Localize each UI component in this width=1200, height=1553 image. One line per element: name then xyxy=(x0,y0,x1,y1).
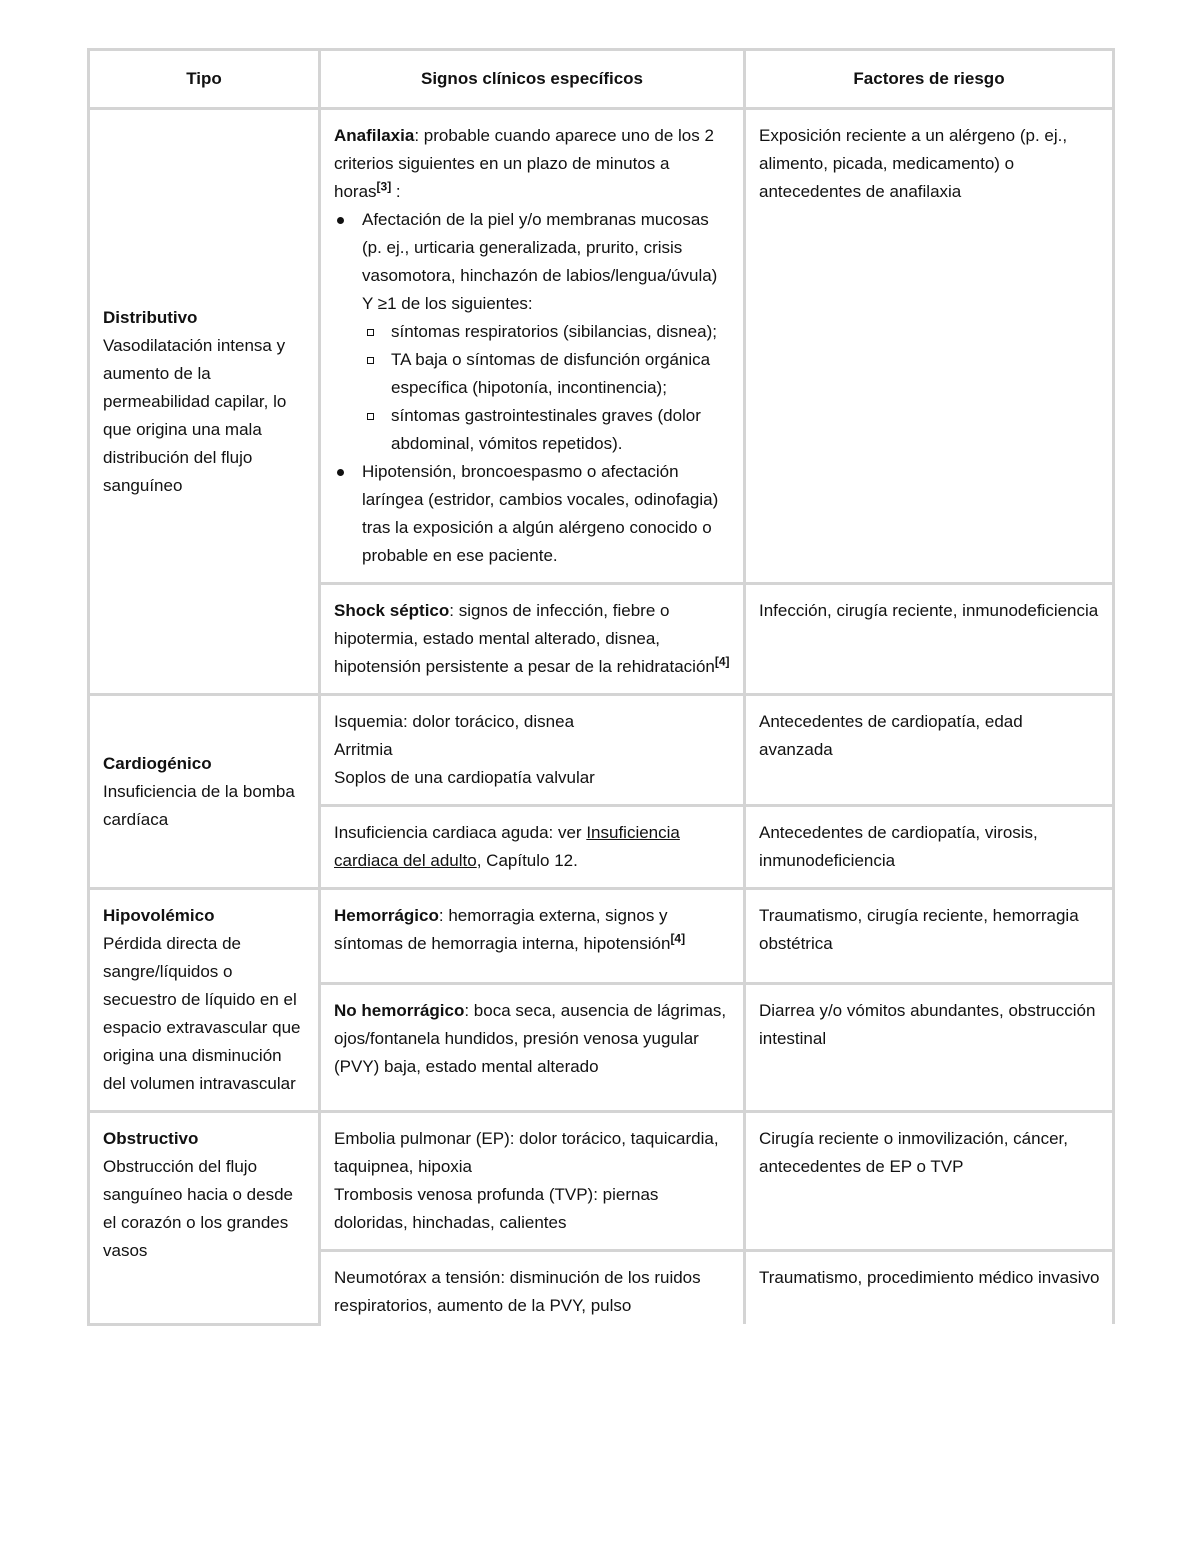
signos-cell-hemorragico xyxy=(320,889,745,984)
hemorragico-title: Hemorrágico xyxy=(334,906,439,925)
ic-aguda-text: Insuficiencia cardiaca aguda: ver xyxy=(334,823,587,842)
tipo-title: Distributivo xyxy=(103,307,198,327)
table-row xyxy=(89,889,1114,984)
anafilaxia-intro xyxy=(334,122,731,206)
signos-cell-cardiogenico-1 xyxy=(320,695,745,806)
signo-line: Embolia pulmonar (EP): dolor torácico, taquicardia, taquipnea, hipoxia xyxy=(334,1129,719,1176)
sub-criteria-list xyxy=(362,318,731,458)
table-row xyxy=(89,1112,1114,1251)
ic-aguda-text-end: , Capítulo 12. xyxy=(476,851,578,870)
no-hemorragico-title: No hemorrágico xyxy=(334,1001,465,1021)
signo-line: Arritmia xyxy=(334,740,393,759)
signos-cell-anafilaxia xyxy=(320,109,745,584)
riesgo-cell-obstructivo-1: Cirugía reciente o inmovilización, cáncer, antecedentes de EP o TVP xyxy=(745,1112,1114,1251)
tipo-title: Cardiogénico xyxy=(103,753,212,773)
list-item xyxy=(362,206,731,458)
signos-cell-cardiogenico-2 xyxy=(320,806,745,889)
reference-marker[interactable]: [4] xyxy=(670,931,686,946)
anafilaxia-intro-end: : xyxy=(391,182,401,201)
riesgo-cell-hemorragico: Traumatismo, cirugía reciente, hemorragia obstétrica xyxy=(745,889,1114,984)
anafilaxia-intro-text: : probable cuando aparece uno de los 2 criterios siguientes en un plazo de minutos a horas xyxy=(334,126,714,201)
shock-types-table xyxy=(87,48,1115,1326)
riesgo-cell-cardiogenico-1: Antecedentes de cardiopatía, edad avanzada xyxy=(745,695,1114,806)
header-tipo: Tipo xyxy=(89,50,320,109)
signo-line: Soplos de una cardiopatía valvular xyxy=(334,768,595,787)
tipo-description: Insuficiencia de la bomba cardíaca xyxy=(103,781,295,829)
reference-marker[interactable]: [4] xyxy=(714,654,730,669)
signos-cell-obstructivo-1 xyxy=(320,1112,745,1251)
list-item: síntomas gastrointestinales graves (dolor abdominal, vómitos repetidos). xyxy=(391,402,731,458)
table-row xyxy=(89,109,1114,584)
signos-cell-no-hemorragico xyxy=(320,984,745,1112)
signo-line: Trombosis venosa profunda (TVP): piernas doloridas, hinchadas, calientes xyxy=(334,1185,659,1232)
riesgo-cell-septico: Infección, cirugía reciente, inmunodeficiencia xyxy=(745,584,1114,695)
list-item: síntomas respiratorios (sibilancias, disnea); xyxy=(391,318,731,346)
anafilaxia-title: Anafilaxia xyxy=(334,126,415,145)
header-signos: Signos clínicos específicos xyxy=(320,50,745,109)
tipo-cell-distributivo xyxy=(89,109,320,695)
tipo-description: Obstrucción del flujo sanguíneo hacia o desde el corazón o los grandes vasos xyxy=(103,1157,293,1260)
criterion-1-text: Afectación de la piel y/o membranas mucosas (p. ej., urticaria generalizada, prurito, crisis vasomotora, hinchazón de labios/lengua/úvula) Y ≥1 de los siguientes: xyxy=(362,210,718,313)
signos-cell-obstructivo-2: Neumotórax a tensión: disminución de los ruidos respiratorios, aumento de la PVY, pulso xyxy=(320,1251,745,1325)
riesgo-cell-obstructivo-2: Traumatismo, procedimiento médico invasivo xyxy=(745,1251,1114,1325)
septico-text: : signos de infección, fiebre o hipotermia, estado mental alterado, disnea, hipotensión persistente a pesar de la rehidratación xyxy=(334,601,715,676)
septico-title: Shock séptico xyxy=(334,601,450,620)
riesgo-cell-anafilaxia: Exposición reciente a un alérgeno (p. ej., alimento, picada, medicamento) o antecedentes de anafilaxia xyxy=(745,109,1114,584)
hemorragico-text: : hemorragia externa, signos y síntomas de hemorragia interna, hipotensión xyxy=(334,906,671,953)
header-factores: Factores de riesgo xyxy=(745,50,1114,109)
list-item: TA baja o síntomas de disfunción orgánica específica (hipotonía, incontinencia); xyxy=(391,346,731,402)
tipo-cell-cardiogenico xyxy=(89,695,320,889)
tipo-cell-obstructivo xyxy=(89,1112,320,1325)
table-header-row xyxy=(89,50,1114,109)
riesgo-cell-no-hemorragico: Diarrea y/o vómitos abundantes, obstrucción intestinal xyxy=(745,984,1114,1112)
no-hemorragico-text: : boca seca, ausencia de lágrimas, ojos/fontanela hundidos, presión venosa yugular (PVY) baja, estado mental alterado xyxy=(334,1001,727,1077)
signos-cell-septico xyxy=(320,584,745,695)
tipo-title: Obstructivo xyxy=(103,1129,199,1148)
reference-marker[interactable]: [3] xyxy=(376,179,392,194)
riesgo-cell-cardiogenico-2: Antecedentes de cardiopatía, virosis, inmunodeficiencia xyxy=(745,806,1114,889)
insuficiencia-cardiaca-link[interactable]: Insuficiencia cardiaca del adulto xyxy=(334,823,680,870)
tipo-description: Pérdida directa de sangre/líquidos o secuestro de líquido en el espacio extravascular que origina una disminución del volumen intravascular xyxy=(103,934,301,1093)
shock-types-table-container xyxy=(87,48,1112,1326)
criteria-list xyxy=(334,206,731,570)
tipo-description: Vasodilatación intensa y aumento de la permeabilidad capilar, lo que origina una mala distribución del flujo sanguíneo xyxy=(103,335,287,495)
tipo-title: Hipovolémico xyxy=(103,906,215,925)
list-item: Hipotensión, broncoespasmo o afectación laríngea (estridor, cambios vocales, odinofagia) tras la exposición a algún alérgeno conocido o probable en ese paciente. xyxy=(362,458,731,570)
table-row xyxy=(89,695,1114,806)
tipo-cell-hipovolemico xyxy=(89,889,320,1112)
signo-line: Isquemia: dolor torácico, disnea xyxy=(334,712,575,731)
